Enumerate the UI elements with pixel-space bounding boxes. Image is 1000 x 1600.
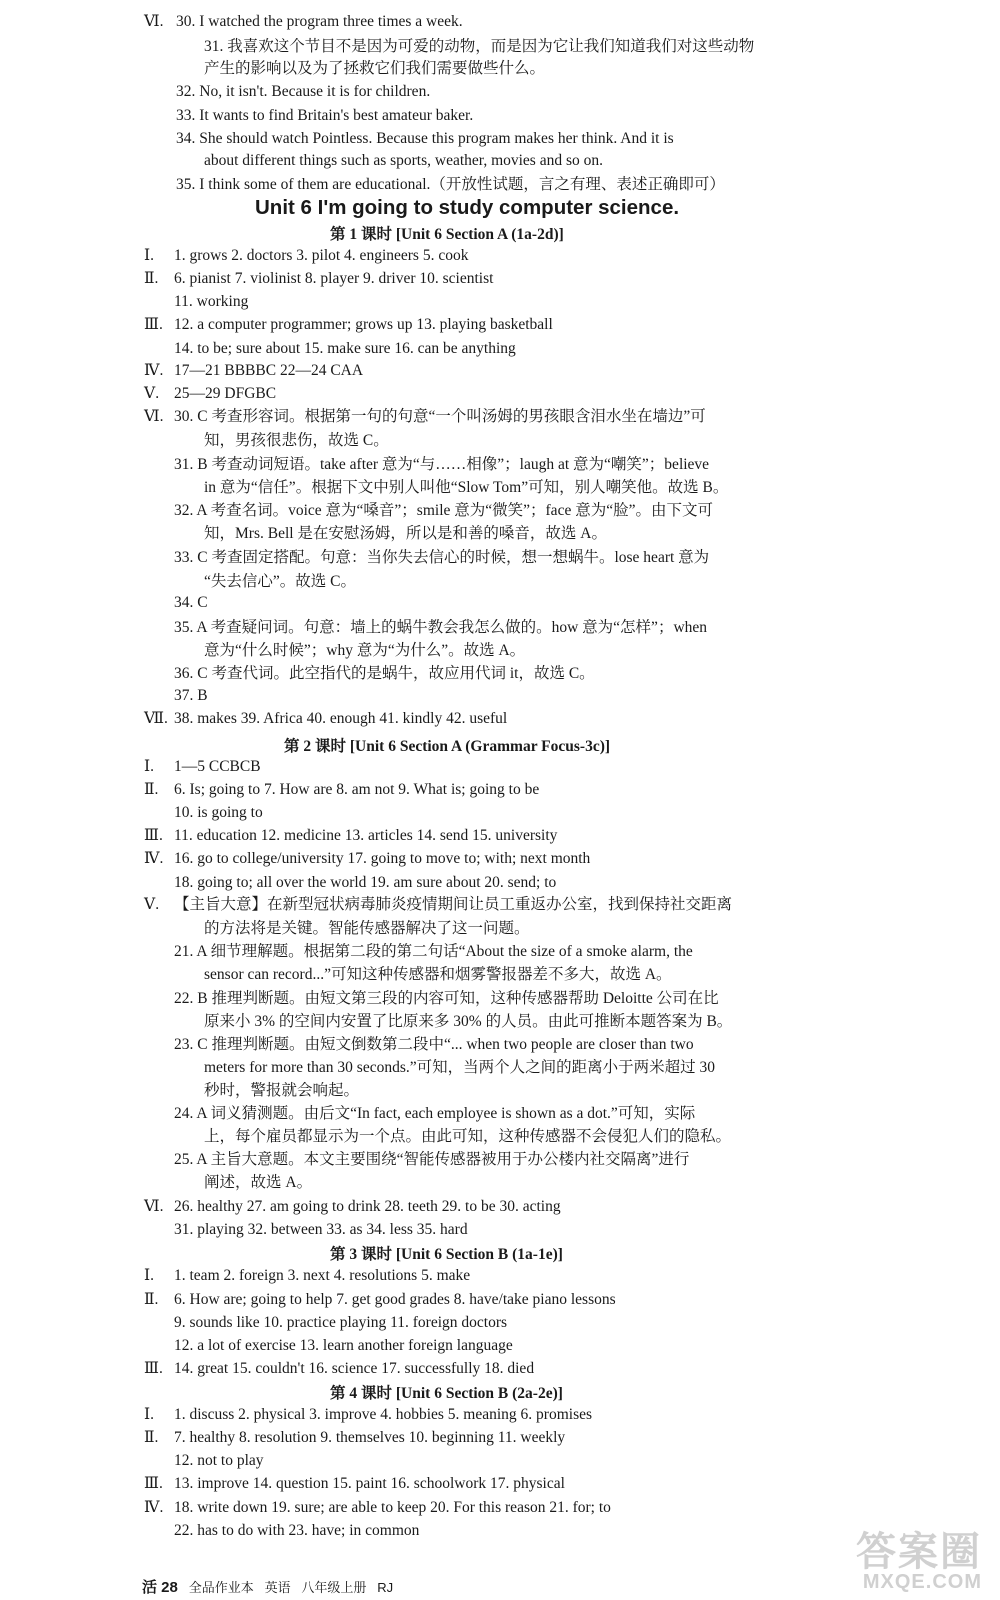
answer-line: 秒时，警报就会响起。	[204, 1082, 360, 1099]
section-roman-numeral: Ⅱ.	[144, 781, 159, 798]
answer-line: 14. to be; sure about 15. make sure 16. can be anything	[174, 340, 516, 357]
answer-line: 14. great 15. couldn't 16. science 17. successfully 18. died	[174, 1360, 535, 1377]
answer-line: 13. improve 14. question 15. paint 16. schoolwork 17. physical	[174, 1475, 565, 1492]
answer-line: meters for more than 30 seconds.”可知，当两个人之间的距离小于两米超过 30	[204, 1059, 716, 1076]
answer-line: 1. grows 2. doctors 3. pilot 4. engineers 5. cook	[174, 247, 469, 264]
section-roman-numeral: Ⅰ.	[144, 758, 154, 775]
answer-line: 31. B 考查动词短语。take after 意为“与……相像”；laugh at 意为“嘲笑”；believe	[174, 456, 710, 473]
answer-line: 6. pianist 7. violinist 8. player 9. driver 10. scientist	[174, 270, 494, 287]
section-roman-numeral: Ⅵ.	[144, 1198, 164, 1215]
watermark-sub: MXQE.COM	[862, 1571, 982, 1593]
answer-line: 35. I think some of them are educational.（开放性试题，言之有理、表述正确即可）	[176, 176, 725, 193]
answer-line: 知，男孩很悲伤，故选 C。	[204, 432, 389, 449]
answer-line: 11. education 12. medicine 13. articles 14. send 15. university	[174, 827, 558, 844]
answer-line: 32. No, it isn't. Because it is for children.	[176, 83, 431, 100]
answer-line: in 意为“信任”。根据下文中别人叫他“Slow Tom”可知，别人嘲笑他。故选 B。	[204, 479, 729, 496]
answer-line: “失去信心”。故选 C。	[204, 573, 356, 590]
section-roman-numeral: Ⅵ.	[144, 13, 164, 30]
section-roman-numeral: Ⅱ.	[144, 270, 159, 287]
answer-line: 12. not to play	[174, 1452, 264, 1469]
section-roman-numeral: Ⅲ.	[144, 1475, 163, 1492]
answer-line: 知，Mrs. Bell 是在安慰汤姆，所以是和善的嗓音，故选 A。	[204, 525, 608, 542]
answer-line: 12. a lot of exercise 13. learn another foreign language	[174, 1337, 513, 1354]
answer-line: 22. has to do with 23. have; in common	[174, 1522, 420, 1539]
section-roman-numeral: Ⅵ.	[144, 408, 164, 425]
watermark-logo	[856, 1520, 982, 1594]
answer-line: 1—5 CCBCB	[174, 758, 261, 775]
section-roman-numeral: Ⅰ.	[144, 1267, 154, 1284]
section-roman-numeral: Ⅰ.	[144, 1406, 154, 1423]
answer-line: 21. A 细节理解题。根据第二段的第二句话“About the size of a smoke alarm, the	[174, 943, 693, 960]
page-footer	[142, 1576, 393, 1597]
answer-line: 产生的影响以及为了拯救它们我们需要做些什么。	[204, 60, 546, 77]
answer-line: 34. She should watch Pointless. Because this program makes her think. And it is	[176, 130, 674, 147]
answer-line: 的方法将是关键。智能传感器解决了这一问题。	[204, 920, 530, 937]
answer-line: 33. C 考查固定搭配。句意：当你失去信心的时候，想一想蜗牛。lose heart 意为	[174, 549, 710, 566]
answer-line: 16. go to college/university 17. going to move to; with; next month	[174, 850, 591, 867]
section-roman-numeral: Ⅴ.	[144, 385, 160, 402]
answer-line: 6. How are; going to help 7. get good grades 8. have/take piano lessons	[174, 1291, 616, 1308]
answer-line: 原来小 3% 的空间内安置了比原来多 30% 的人员。由此可推断本题答案为 B。	[204, 1013, 733, 1030]
section-roman-numeral: Ⅳ.	[144, 1499, 164, 1516]
section-roman-numeral: Ⅱ.	[144, 1429, 159, 1446]
section-roman-numeral: Ⅶ.	[144, 710, 168, 727]
answer-line: 22. B 推理判断题。由短文第三段的内容可知，这种传感器帮助 Deloitte 公司在比	[174, 990, 719, 1007]
answer-line: 36. C 考查代词。此空指代的是蜗牛，故应用代词 it，故选 C。	[174, 665, 595, 682]
section-roman-numeral: Ⅴ.	[144, 896, 160, 913]
grade: 八年级上册	[301, 1580, 367, 1595]
answer-line: 35. A 考查疑问词。句意：墙上的蜗牛教会我怎么做的。how 意为“怎样”；when	[174, 619, 708, 636]
edition: RJ	[377, 1580, 394, 1595]
lesson-heading-1: 第 1 课时 [Unit 6 Section A (1a-2d)]	[330, 226, 564, 243]
answer-line: 10. is going to	[174, 804, 263, 821]
answer-line: 阐述，故选 A。	[204, 1174, 313, 1191]
answer-line: 17—21 BBBBC 22—24 CAA	[174, 362, 364, 379]
answer-line: 33. It wants to find Britain's best amateur baker.	[176, 107, 474, 124]
section-roman-numeral: Ⅲ.	[144, 1360, 163, 1377]
answer-line: 23. C 推理判断题。由短文倒数第二段中“... when two people are closer than two	[174, 1036, 694, 1053]
book-name: 全品作业本	[188, 1580, 254, 1595]
lesson-heading-2: 第 2 课时 [Unit 6 Section A (Grammar Focus-3c)]	[284, 738, 611, 755]
answer-line: 34. C	[174, 594, 208, 611]
answer-line: 18. write down 19. sure; are able to keep 20. For this reason 21. for; to	[174, 1499, 611, 1516]
answer-line: 31. playing 32. between 33. as 34. less 35. hard	[174, 1221, 468, 1238]
unit-title: Unit 6 I'm going to study computer science.	[255, 196, 680, 219]
section-roman-numeral: Ⅲ.	[144, 316, 163, 333]
answer-line: 38. makes 39. Africa 40. enough 41. kindly 42. useful	[174, 710, 508, 727]
answer-line: 【主旨大意】在新型冠状病毒肺炎疫情期间让员工重返办公室，找到保持社交距离	[174, 896, 733, 913]
section-roman-numeral: Ⅳ.	[144, 362, 164, 379]
answer-line: 26. healthy 27. am going to drink 28. teeth 29. to be 30. acting	[174, 1198, 561, 1215]
answer-line: 37. B	[174, 687, 208, 704]
answer-line: 25—29 DFGBC	[174, 385, 277, 402]
answer-line: about different things such as sports, weather, movies and so on.	[204, 152, 604, 169]
answer-line: 18. going to; all over the world 19. am sure about 20. send; to	[174, 874, 557, 891]
section-roman-numeral: Ⅱ.	[144, 1291, 159, 1308]
answer-line: 意为“什么时候”；why 意为“为什么”。故选 A。	[204, 642, 526, 659]
answer-line: 11. working	[174, 293, 249, 310]
answer-line: 上，每个雇员都显示为一个点。由此可知，这种传感器不会侵犯人们的隐私。	[204, 1128, 732, 1145]
section-roman-numeral: Ⅲ.	[144, 827, 163, 844]
answer-line: 1. discuss 2. physical 3. improve 4. hobbies 5. meaning 6. promises	[174, 1406, 593, 1423]
answer-line: 24. A 词义猜测题。由后文“In fact, each employee is shown as a dot.”可知，实际	[174, 1105, 696, 1122]
answer-line: 12. a computer programmer; grows up 13. playing basketball	[174, 316, 553, 333]
lesson-heading-3: 第 3 课时 [Unit 6 Section B (1a-1e)]	[330, 1246, 563, 1263]
answer-line: 7. healthy 8. resolution 9. themselves 10. beginning 11. weekly	[174, 1429, 566, 1446]
page-number: 活 28	[142, 1579, 178, 1596]
answer-line: 6. Is; going to 7. How are 8. am not 9. What is; going to be	[174, 781, 540, 798]
answer-line: 31. 我喜欢这个节目不是因为可爱的动物，而是因为它让我们知道我们对这些动物	[204, 38, 755, 55]
answer-line: 32. A 考查名词。voice 意为“嗓音”；smile 意为“微笑”；face 意为“脸”。由下文可	[174, 502, 713, 519]
section-roman-numeral: Ⅳ.	[144, 850, 164, 867]
answer-line: sensor can record...”可知这种传感器和烟雾警报器差不多大，故选 A。	[204, 966, 672, 983]
answer-line: 30. C 考查形容词。根据第一句的句意“一个叫汤姆的男孩眼含泪水坐在墙边”可	[174, 408, 706, 425]
answer-line: 9. sounds like 10. practice playing 11. foreign doctors	[174, 1314, 508, 1331]
answer-line: 30. I watched the program three times a week.	[176, 13, 463, 30]
section-roman-numeral: Ⅰ.	[144, 247, 154, 264]
watermark-main: 答案圈	[856, 1530, 982, 1574]
subject: 英语	[264, 1580, 291, 1595]
answer-line: 25. A 主旨大意题。本文主要围绕“智能传感器被用于办公楼内社交隔离”进行	[174, 1151, 690, 1168]
answer-line: 1. team 2. foreign 3. next 4. resolutions 5. make	[174, 1267, 471, 1284]
lesson-heading-4: 第 4 课时 [Unit 6 Section B (2a-2e)]	[330, 1385, 563, 1402]
